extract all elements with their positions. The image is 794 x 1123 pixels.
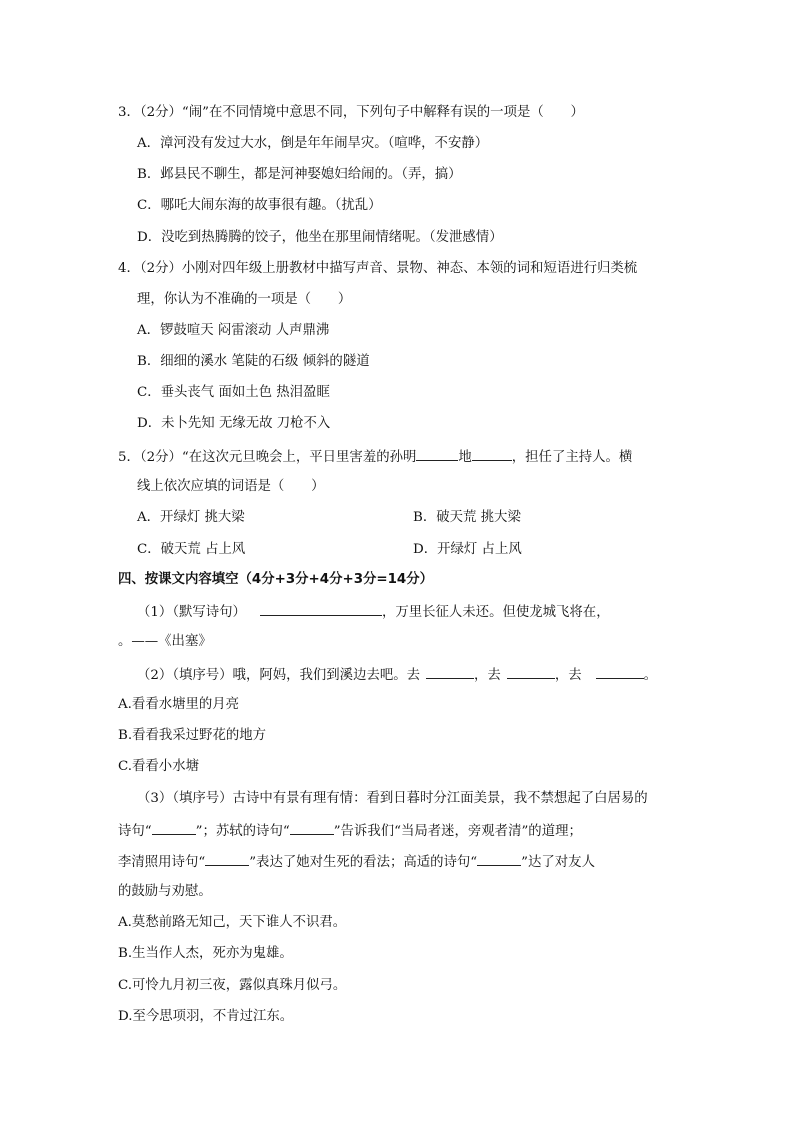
s4-p2-blank-1[interactable] — [426, 664, 474, 679]
s4-part-3: （3）（填序号）古诗中有景有理有情：看到日暮时分江面美景，我不禁想起了白居易的 — [137, 791, 648, 806]
s4-p3-blank-3[interactable] — [205, 851, 249, 866]
q5-stem-a: 5．（2分）“在这次元旦晚会上，平日里害羞的孙明 — [118, 450, 417, 465]
s4-p1-blank-1[interactable] — [260, 601, 382, 616]
question-4-stem-cont: 理，你认为不准确的一项是（ ） — [137, 292, 352, 307]
s4-p2-option-a: A.看看水塘里的月亮 — [118, 697, 240, 712]
q5-option-d: D．开绿灯 占上风 — [413, 542, 522, 557]
q4-option-d: D．未卜先知 无缘无故 刀枪不入 — [137, 416, 331, 431]
q3-option-a: A．漳河没有发过大水，倒是年年闹旱灾。（喧哗，不安静） — [137, 136, 489, 151]
s4-p3-option-d: D.至今思项羽，不肯过江东。 — [118, 1009, 294, 1024]
s4-p1-line2: 。——《出塞》 — [118, 634, 212, 649]
q5-stem-c: ，担任了主持人。横 — [511, 450, 633, 465]
s4-p3-blank-2[interactable] — [290, 820, 334, 835]
q3-option-d: D．没吃到热腾腾的饺子，他坐在那里闹情绪呢。（发泄感情） — [137, 230, 503, 245]
s4-p3-blank-4[interactable] — [477, 851, 521, 866]
q5-option-c: C．破天荒 占上风 — [137, 542, 246, 557]
s4-p1-label: （1）（默写诗句） — [137, 605, 246, 620]
s4-p3-l3-c: ”达了对友人 — [521, 855, 595, 870]
question-3-stem: 3．（2分）“闹”在不同情境中意思不同，下列句子中解释有误的一项是（ ） — [118, 105, 584, 120]
question-4-stem: 4．（2分）小刚对四年级上册教材中描写声音、景物、神态、本领的词和短语进行归类梳 — [118, 261, 638, 276]
section-4-title: 四、按课文内容填空（4分+3分+4分+3分=14分） — [118, 572, 434, 587]
s4-p2-label: （2）（填序号）哦，阿妈，我们到溪边去吧。去 — [137, 668, 421, 683]
s4-p2-option-c: C.看看小水塘 — [118, 759, 199, 774]
q5-option-b: B．破天荒 挑大梁 — [413, 510, 521, 525]
s4-p3-l3-a: 李清照用诗句“ — [118, 855, 206, 870]
s4-p3-l2-a: 诗句“ — [118, 824, 152, 839]
s4-p3-blank-1[interactable] — [152, 820, 196, 835]
s4-p3-l2-c: ”告诉我们“当局者迷，旁观者清”的道理； — [333, 824, 582, 839]
question-5-stem — [118, 446, 632, 468]
s4-p2-blank-2[interactable] — [507, 664, 555, 679]
s4-p2-end: 。 — [643, 668, 657, 683]
s4-p3-option-c: C.可怜九月初三夜，露似真珠月似弓。 — [118, 978, 347, 993]
s4-part-1 — [137, 601, 610, 623]
q5-option-a: A．开绿灯 挑大梁 — [137, 510, 245, 525]
q4-option-a: A．锣鼓喧天 闷雷滚动 人声鼎沸 — [137, 323, 330, 338]
s4-p3-l2-b: ”；苏轼的诗句“ — [195, 824, 290, 839]
q4-option-c: C．垂头丧气 面如土色 热泪盈眶 — [137, 385, 330, 400]
s4-part-2 — [137, 664, 657, 686]
s4-p2-blank-3[interactable] — [596, 664, 644, 679]
s4-p1-text: ，万里长征人未还。但使龙城飞将在， — [381, 605, 610, 620]
s4-p3-line3 — [118, 851, 595, 873]
q5-stem-b: 地 — [458, 450, 472, 465]
question-5-stem-cont: 线上依次应填的词语是（ ） — [137, 479, 325, 494]
s4-p2-option-b: B.看看我采过野花的地方 — [118, 728, 267, 743]
s4-p3-option-b: B.生当作人杰，死亦为鬼雄。 — [118, 946, 293, 961]
s4-p2-sep-2: ，去 — [554, 668, 582, 683]
q4-option-b: B．细细的溪水 笔陡的石级 倾斜的隧道 — [137, 354, 370, 369]
s4-p3-line4: 的鼓励与劝慰。 — [118, 884, 212, 899]
q5-blank-2[interactable] — [472, 446, 512, 461]
s4-p2-sep-1: ，去 — [474, 668, 501, 683]
q3-option-b: B．邺县民不聊生，都是河神娶媳妇给闹的。（弄，搞） — [137, 167, 462, 182]
q3-option-c: C．哪吒大闹东海的故事很有趣。（扰乱） — [137, 198, 382, 213]
s4-p3-option-a: A.莫愁前路无知己，天下谁人不识君。 — [118, 915, 347, 930]
q5-blank-1[interactable] — [416, 446, 458, 461]
s4-p3-line2 — [118, 820, 582, 842]
s4-p3-l3-b: ”表达了她对生死的看法；高适的诗句“ — [249, 855, 478, 870]
